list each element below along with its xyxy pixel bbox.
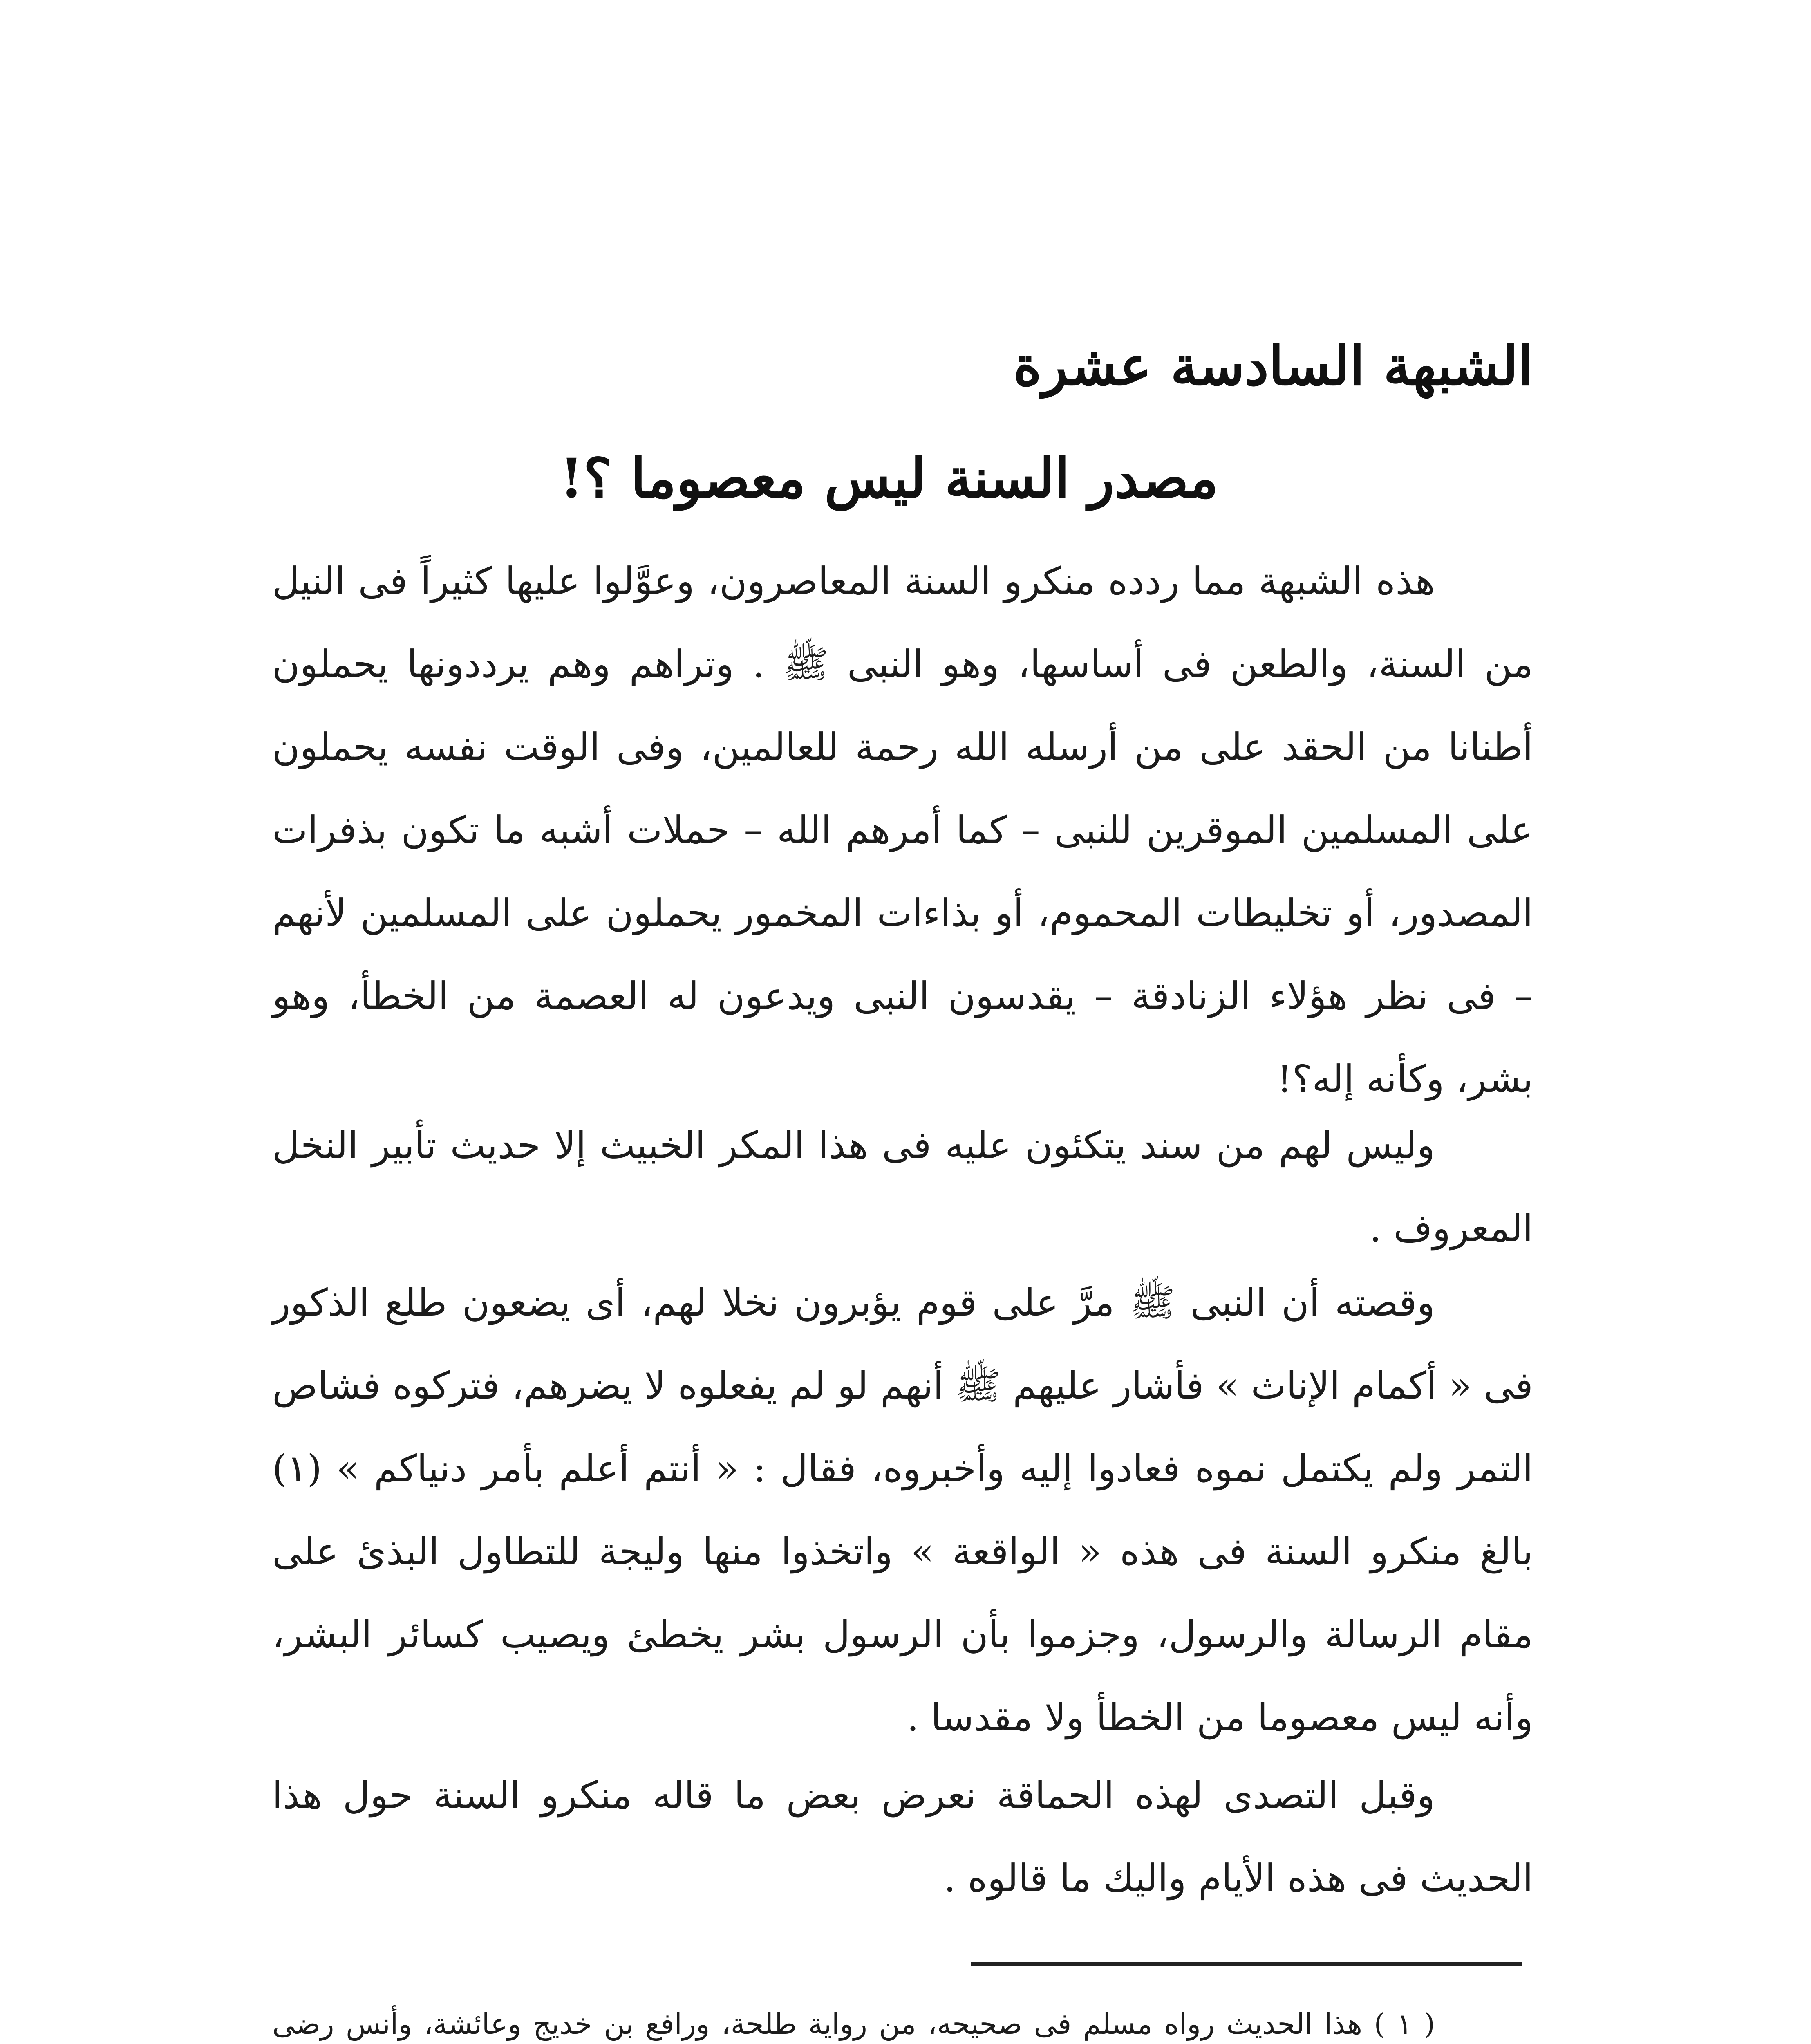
footnote-text: ( ١ ) هذا الحديث رواه مسلم فى صحيحه، من رواية طلحة، ورافع بن خديج وعائشة، وأنس رضى: [272, 2007, 1435, 2041]
chapter-title: الشبهة السادسة عشرة: [1013, 334, 1533, 398]
paragraph-text: وليس لهم من سند يتكئون عليه فى هذا المكر الخبيث إلا حديث تأبير النخل المعروف .: [272, 1123, 1533, 1250]
body-paragraph-1: [272, 540, 1533, 1121]
paragraph-text: وقبل التصدى لهذه الحماقة نعرض بعض ما قاله منكرو السنة حول هذا الحديث فى هذه الأيام واليك ما قالوه .: [272, 1773, 1533, 1900]
body-paragraph-4: [272, 1754, 1533, 1920]
body-paragraph-3: [272, 1261, 1533, 1759]
paragraph-text: هذه الشبهة مما ردده منكرو السنة المعاصرون، وعوَّلوا عليها كثيراً فى النيل من السنة، والطعن فى أساسها، وهو النبى ﷺ . وتراهم وهم يرددونها يحملون أطنانا من الحقد على من أرسله الله رحمة للعالمين، وفى الوقت نفسه يحملون على المسلمين الموقرين للنبى – كما أمرهم الله – حملات أشبه ما تكون بذفرات المصدور، أو تخليطات المحموم، أو بذاءات المخمور يحملون على المسلمين لأنهم – فى نظر هؤلاء الزنادقة – يقدسون النبى ويدعون له العصمة من الخطأ، وهو بشر، وكأنه إله؟!: [272, 559, 1533, 1101]
body-paragraph-2: [272, 1104, 1533, 1270]
chapter-subtitle: مصدر السنة ليس معصوما ؟!: [560, 447, 1218, 510]
footnote-divider: [971, 1962, 1522, 1966]
footnote: [272, 1999, 1533, 2044]
paragraph-text: وقصته أن النبى ﷺ مرَّ على قوم يؤبرون نخلا لهم، أى يضعون طلع الذكور فى « أكمام الإناث » فأشار عليهم ﷺ أنهم لو لم يفعلوه لا يضرهم، فتركوه فشاص التمر ولم يكتمل نموه فعادوا إليه وأخبروه، فقال : « أنتم أعلم بأمر دنياكم » (١) بالغ منكرو السنة فى هذه « الواقعة » واتخذوا منها وليجة للتطاول البذئ على مقام الرسالة والرسول، وجزموا بأن الرسول بشر يخطئ ويصيب كسائر البشر، وأنه ليس معصوما من الخطأ ولا مقدسا .: [272, 1281, 1533, 1739]
